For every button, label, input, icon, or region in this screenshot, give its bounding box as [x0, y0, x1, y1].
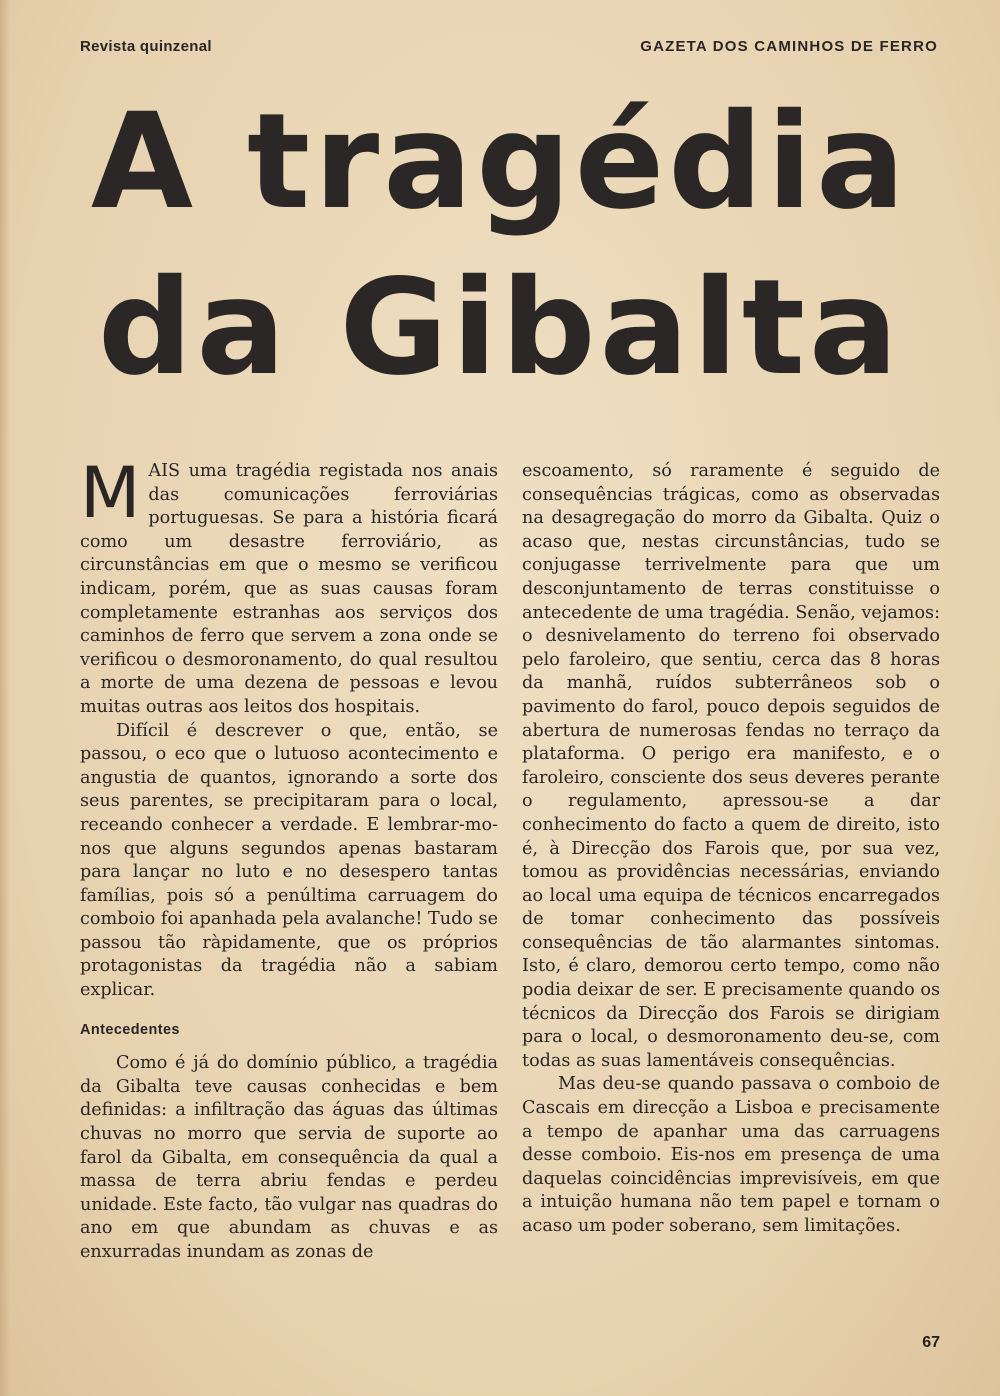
article-column-right — [522, 460, 940, 1239]
drop-cap: M — [80, 452, 141, 534]
article-paragraph: Mas deu-se quando passava o comboio de Cascais em direcção a Lisboa e precisamente a tempo de apanhar uma das carruagens desse comboio. Eis-nos em presença de uma daquelas coincidências imprevisíveis, em que a intuição humana não tem papel e tornam o acaso um poder soberano, sem limitações. — [522, 1074, 940, 1236]
page-number: 67 — [922, 1334, 940, 1351]
running-header-right: GAZETA DOS CAMINHOS DE FERRO — [640, 38, 938, 55]
article-column-left — [80, 452, 498, 1265]
article-paragraph-text: AIS uma tragédia registada nos anais das comunicações ferroviárias portuguesas. Se para a história ficará como um desastre ferroviário, as circunstâncias em que o mesmo se verificou indicam, porém, que as suas causas foram completamente estranhas aos serviços dos caminhos de ferro que servem a zona onde se verificou o desmoronamento, do qual resultou a morte de uma dezena de pessoas e levou muitas outras aos leitos dos hospitais. — [80, 461, 498, 717]
article-paragraph: Como é já do domínio público, a tragédia da Gibalta teve causas conhecidas e bem definidas: a infiltração das águas das últimas chuvas no morro que servia de suporte ao farol da Gibalta, em consequência da qual a massa de terra abriu fendas e perdeu unidade. Este facto, tão vulgar nas quadras do ano em que abundam as chuvas e as enxurradas inundam as zonas de — [80, 1053, 498, 1262]
running-header-left: Revista quinzenal — [80, 38, 212, 55]
article-paragraph: Difícil é descrever o que, então, se passou, o eco que o lutuoso acontecimento e angustia de quantos, ignorando a sorte dos seus parentes, se precipitaram para o local, receando conhecer a verdade. E lembrar-mo-nos que alguns segundos apenas bastaram para lançar no luto e no desespero tantas famílias, pois só a penúltima carruagem do comboio foi apanhada pela avalanche! Tudo se passou tão ràpidamente, que os próprios protagonistas da tragédia não a sabiam explicar. — [80, 720, 498, 1001]
title-line-1: A tragédia — [90, 85, 910, 239]
title-line-2: da Gibalta — [97, 251, 903, 405]
article-paragraph — [80, 452, 498, 720]
section-subheading: Antecedentes — [80, 1021, 180, 1038]
article-paragraph: escoamento, só raramente é seguido de consequências trágicas, como as observadas na desagregação do morro da Gibalta. Quiz o acaso que, nestas circunstâncias, tudo se conjugasse terrivelmente para que um desconjuntamento de terras constituisse o antecedente de uma tragédia. Senão, vejamos: o desnivelamento do terreno foi observado pelo faroleiro, que sentiu, cerca das 8 horas da manhã, ruídos subterrâneos sob o pavimento do farol, pouco depois seguidos de abertura de numerosas fendas no terraço da plataforma. O perigo era manifesto, e o faroleiro, consciente dos seus deveres perante o regulamento, apressou-se a dar conhecimento do facto a quem de direito, isto é, à Direcção dos Farois que, por sua vez, tomou as providências necessárias, enviando ao local uma equipa de técnicos encarregados de tomar conhecimento das possíveis consequências de tão alarmantes sintomas. Isto, é claro, demorou certo tempo, como não podia deixar de ser. E precisamente quando os técnicos da Direcção dos Farois se dirigiam para o local, o desmoronamento deu-se, com todas as suas lamentáveis consequências. — [522, 461, 940, 1071]
